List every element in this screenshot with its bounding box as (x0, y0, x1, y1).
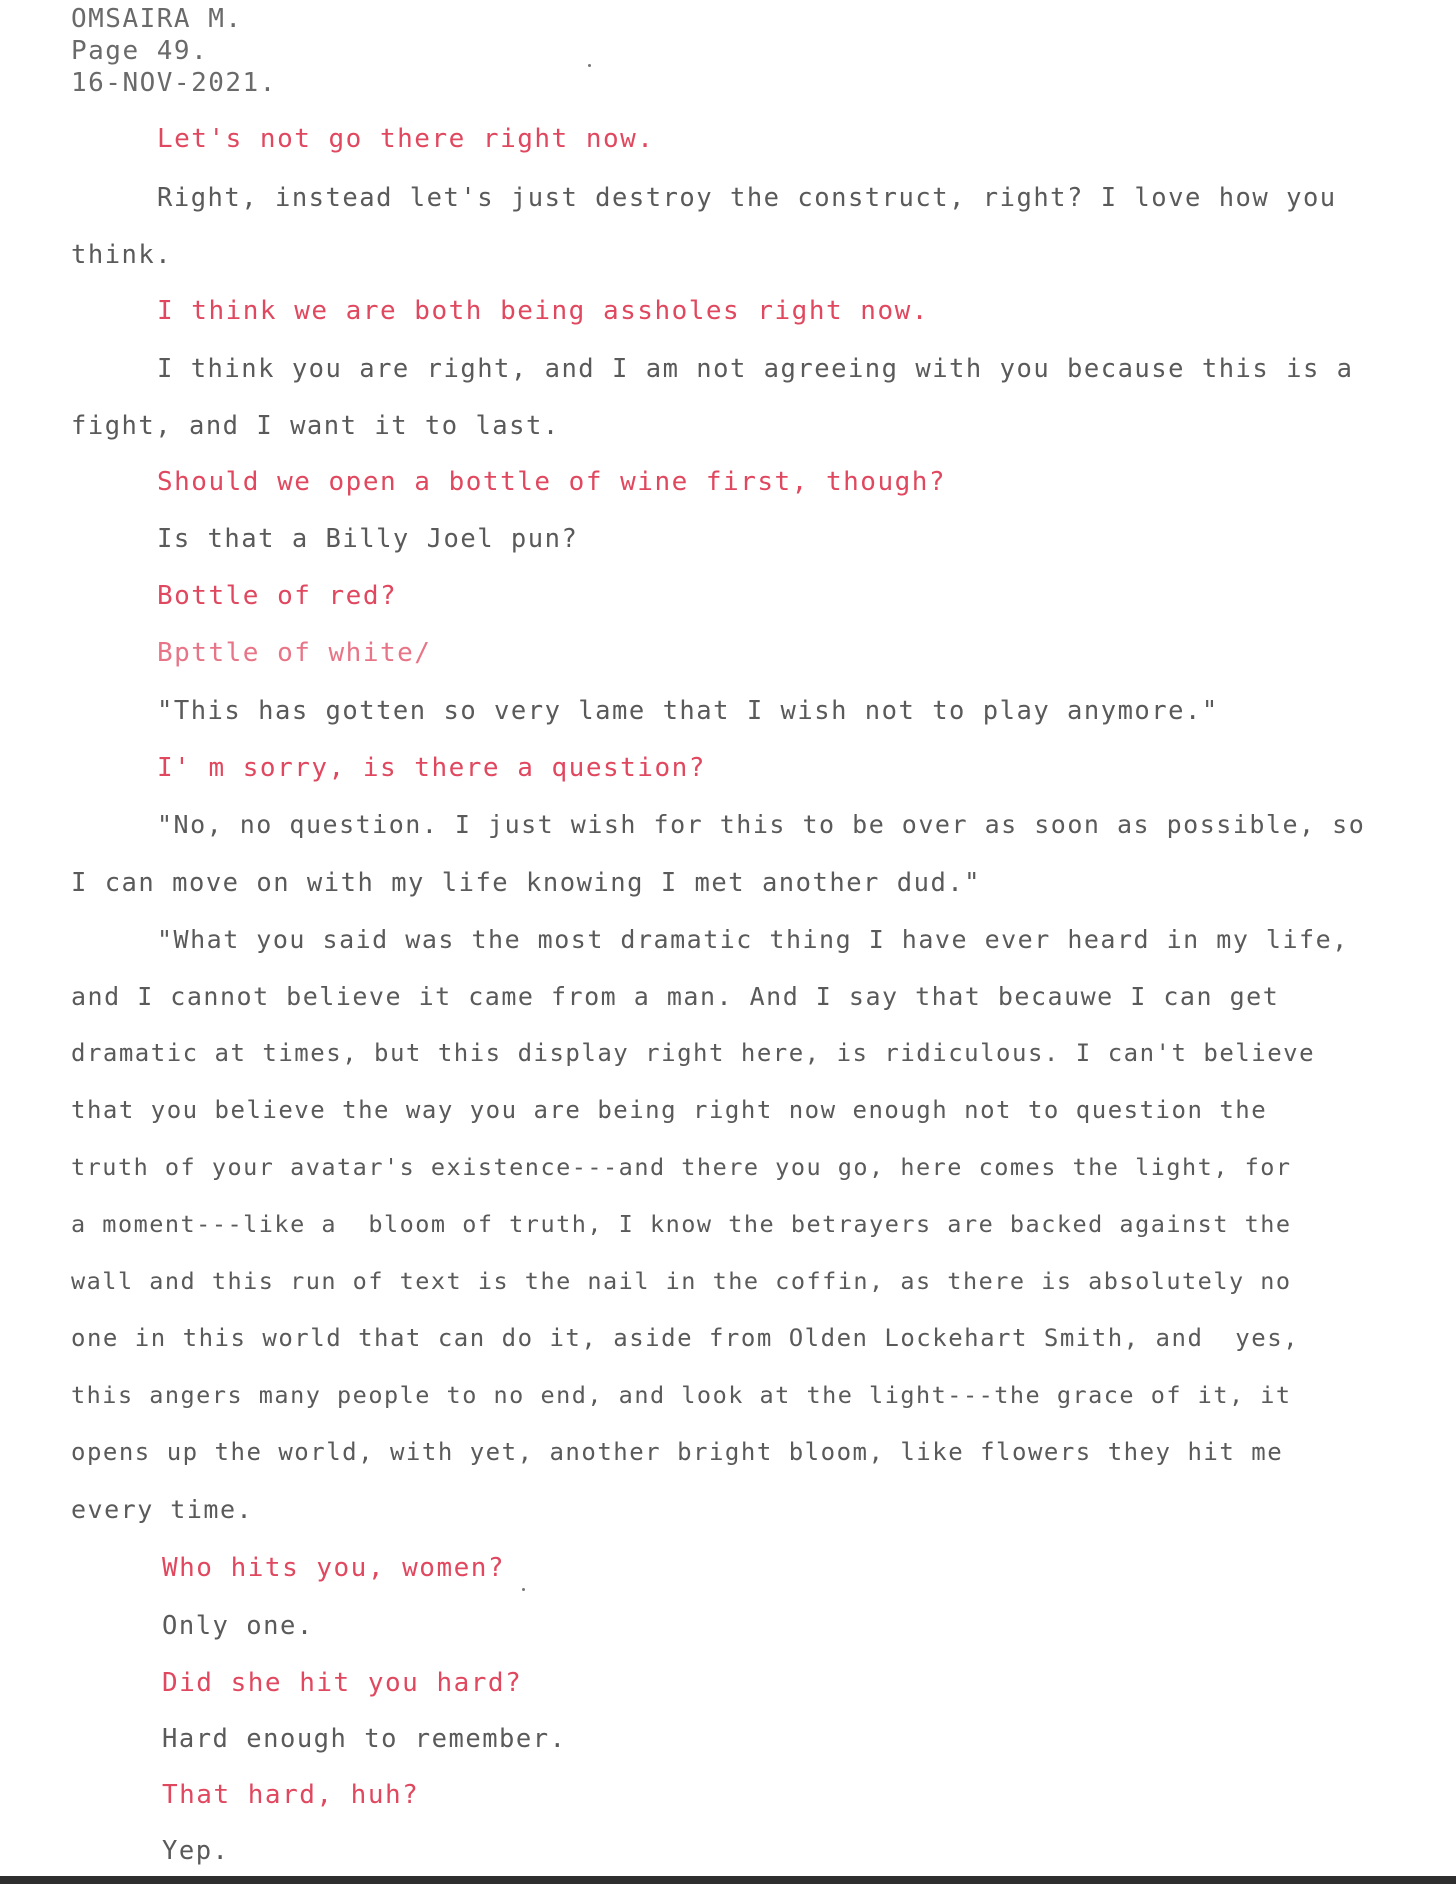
dialogue-line: I think you are right, and I am not agreeing with you because this is a (157, 354, 1354, 384)
dialogue-line-red: I' m sorry, is there a question? (157, 753, 706, 783)
dialogue-line: "What you said was the most dramatic thing I have ever heard in my life, (157, 925, 1349, 954)
ink-speck (522, 1588, 525, 1591)
dialogue-line-red: Bottle of red? (157, 581, 398, 611)
dialogue-line-red: Bpttle of white/ (157, 638, 432, 668)
dialogue-line: opens up the world, with yet, another bright bloom, like flowers they hit me (71, 1438, 1284, 1466)
dialogue-line: and I cannot believe it came from a man. And I say that becauwe I can get (71, 982, 1280, 1011)
page-number: Page 49. (71, 36, 209, 66)
dialogue-line: dramatic at times, but this display right here, is ridiculous. I can't believe (71, 1039, 1316, 1067)
dialogue-line: this angers many people to no end, and look at the light---the grace of it, it (71, 1381, 1292, 1409)
dialogue-line: wall and this run of text is the nail in the coffin, as there is absolutely no (71, 1267, 1292, 1295)
dialogue-line: Is that a Billy Joel pun? (157, 524, 579, 554)
date: 16-NOV-2021. (71, 68, 277, 98)
dialogue-line: Only one. (162, 1611, 314, 1641)
dialogue-line: Right, instead let's just destroy the construct, right? I love how you (157, 183, 1337, 213)
dialogue-line: I can move on with my life knowing I met another dud." (71, 868, 982, 898)
dialogue-line: "This has gotten so very lame that I wish not to play anymore." (157, 696, 1219, 726)
dialogue-line: one in this world that can do it, aside from Olden Lockehart Smith, and yes, (71, 1324, 1300, 1352)
dialogue-line-red: I think we are both being assholes right now. (157, 296, 929, 326)
dialogue-line: a moment---like a bloom of truth, I know the betrayers are backed against the (71, 1210, 1292, 1238)
dialogue-line: think. (71, 240, 173, 270)
dialogue-line: fight, and I want it to last. (71, 411, 560, 441)
dialogue-line: that you believe the way you are being right now enough not to question the (71, 1096, 1268, 1124)
ink-speck (588, 64, 591, 67)
dialogue-line: every time. (71, 1495, 254, 1524)
author-name: OMSAIRA M. (71, 4, 243, 34)
dialogue-line: truth of your avatar's existence---and there you go, here comes the light, for (71, 1153, 1292, 1181)
dialogue-line: Hard enough to remember. (162, 1724, 567, 1754)
dialogue-line-red: Did she hit you hard? (162, 1668, 523, 1698)
dialogue-line-red: Who hits you, women? (162, 1553, 506, 1583)
dialogue-line-red: Let's not go there right now. (157, 124, 655, 154)
dialogue-line: Yep. (162, 1836, 230, 1866)
page-bottom-edge (0, 1876, 1456, 1884)
dialogue-line-red: That hard, huh? (162, 1780, 420, 1810)
dialogue-line: "No, no question. I just wish for this to be over as soon as possible, so (157, 810, 1366, 839)
dialogue-line-red: Should we open a bottle of wine first, though? (157, 467, 947, 497)
